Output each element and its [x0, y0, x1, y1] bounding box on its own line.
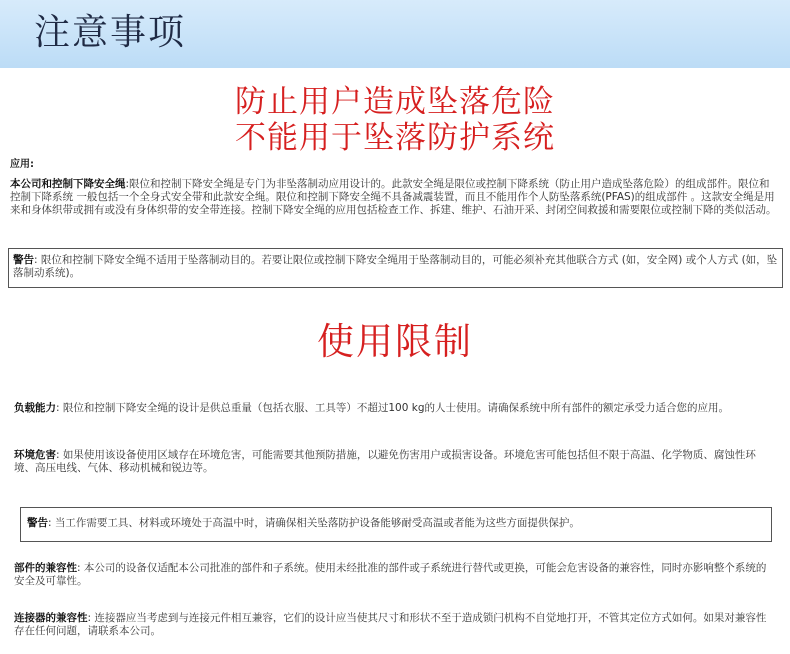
- application-body: :限位和控制下降安全绳是专门为非坠落制动应用设计的。此款安全绳是限位或控制下降系统（防止用户造成坠落危险）的组成部件。限位和控制下降系统 一般包括一个全身式安全带和此款安全绳。限位和控制下降安全绳不具备减震装置，而且不能用作个人防坠落系统(PFAS)的组成部件 。这款安全绳是用来和身体织带或拥有或没有身体织带的安全带连接。控制下降安全绳的应用包括检查工作、拆建、维护、石油开采、封闭空间救援和需要限位或控制下降的类似活动。: [10, 178, 777, 216]
- compat-label: 部件的兼容性: [14, 562, 77, 574]
- compatibility-paragraph: [14, 562, 776, 588]
- warning-box-2-label: 警告: [27, 517, 48, 529]
- section-title: 使用限制: [317, 320, 473, 363]
- application-heading: 应用:: [10, 159, 34, 170]
- warning-box-1-text: : 限位和控制下降安全绳不适用于坠落制动目的。若要让限位或控制下降安全绳用于坠落制动目的，可能必须补充其他联合方式 (如，安全网) 或个人方式 (如，坠落制动系统)。: [13, 254, 778, 279]
- warning-box-1: [8, 248, 783, 288]
- application-paragraph: [10, 178, 780, 217]
- warning-box-2: [20, 507, 772, 542]
- connector-paragraph: [14, 612, 776, 638]
- warning-box-2-text: : 当工作需要工具、材料或环境处于高温中时，请确保相关坠落防护设备能够耐受高温或者能为这些方面提供保护。: [48, 517, 580, 529]
- env-text: : 如果使用该设备使用区域存在环境危害，可能需要其他预防措施，以避免伤害用户或损害设备。环境危害可能包括但不限于高温、化学物质、腐蚀性环境、高压电线、气体、移动机械和锐边等。: [14, 449, 756, 474]
- compat-text: : 本公司的设备仅适配本公司批准的部件和子系统。使用未经批准的部件或子系统进行替代或更换，可能会危害设备的兼容性，同时亦影响整个系统的安全及可靠性。: [14, 562, 767, 587]
- load-capacity-paragraph: [14, 402, 769, 415]
- warning-line-2: 不能用于坠落防护系统: [235, 120, 555, 156]
- page-title: 注意事项: [34, 12, 187, 53]
- connector-text: : 连接器应当考虑到与连接元件相互兼容，它们的设计应当使其尺寸和形状不至于造成锁闩机构不自觉地打开，不管其定位方式如何。如果对兼容性存在任何问题，请联系本公司。: [14, 612, 767, 637]
- application-lead: 本公司和控制下降安全绳: [10, 178, 126, 190]
- connector-label: 连接器的兼容性: [14, 612, 88, 624]
- load-label: 负载能力: [14, 402, 56, 414]
- warning-line-1: 防止用户造成坠落危险: [235, 84, 555, 120]
- load-text: : 限位和控制下降安全绳的设计是供总重量（包括衣服、工具等）不超过100 kg的人士使用。请确保系统中所有部件的额定承受力适合您的应用。: [56, 402, 729, 414]
- env-label: 环境危害: [14, 449, 56, 461]
- header-banner: [0, 0, 790, 68]
- warning-box-1-label: 警告: [13, 254, 34, 266]
- environment-paragraph: [14, 449, 769, 475]
